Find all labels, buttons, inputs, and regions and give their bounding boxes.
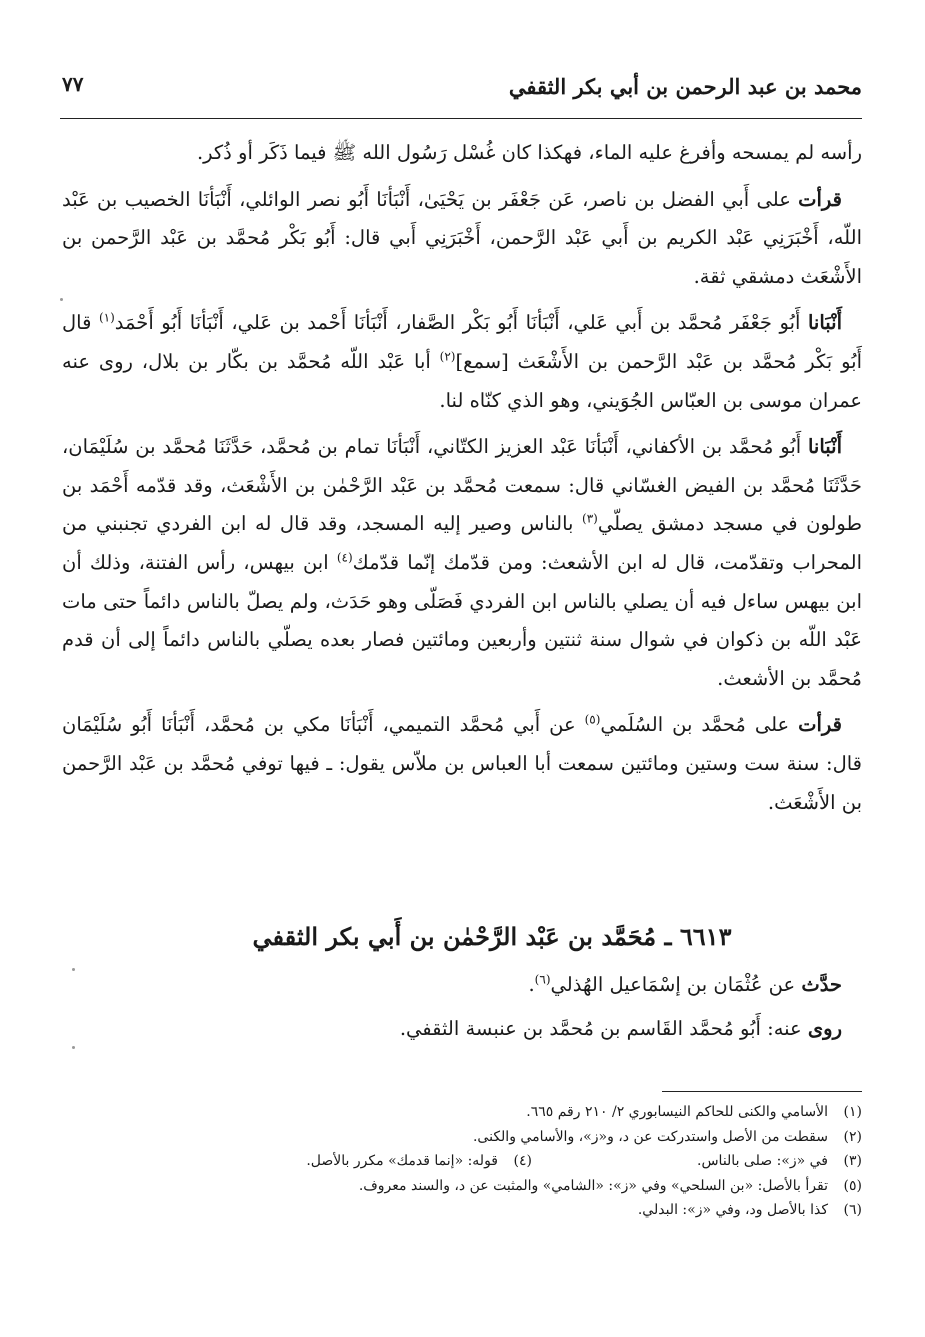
paragraph	[62, 706, 862, 822]
scan-speck	[72, 1046, 75, 1049]
footnote-number: (٣)	[843, 1153, 862, 1169]
entry-body	[162, 966, 862, 1054]
running-title: محمد بن عبد الرحمن بن أبي بكر الثقفي	[508, 74, 862, 99]
paragraph	[62, 181, 862, 297]
paragraph-text: بالناس وصير إليه المسجد، وقد قال له ابن الفردي تجنبني من المحراب وتقدّمت، قال له ابن الأشعث: ومن قدّمك إنّما قدّمك	[62, 512, 862, 574]
footnote	[82, 1198, 862, 1223]
footnote-number: (٢)	[843, 1128, 862, 1145]
paragraph-text: أَبُو مُحمَّد بن الأكفاني، أَنْبَأنَا عَبْد العزيز الكتّاني، أَنْبَأنَا تمام بن مُحمَّد، حَدَّثَنَا مُحمَّد بن سُلَيْمَان، حَدَّثَنَا مُحمَّد بن الفيض الغسّاني قال: سمعت مُحمَّد بن عَبْد الرَّحْمٰن بن الأَشْعَث، وقد قدّمه أَحْمَد بن طولون في مسجد دمشق يصلّي	[62, 435, 862, 536]
entry-line	[162, 966, 842, 1004]
footnote-number: (١)	[843, 1104, 862, 1120]
footnote-marker: (٥)	[584, 712, 601, 727]
paragraph-text: أَبُو جَعْفَر مُحمَّد بن أَبي عَلي، أَنْبَأنَا أَبُو بَكْر الصَّفار، أَنْبَأنَا أَحْمد بن عَلي، أَنْبَأنَا أَبُو أَحْمَد	[114, 311, 808, 335]
paragraph-text: على مُحمَّد بن السُلَمي	[600, 713, 799, 737]
footnote-number: (٥)	[843, 1177, 862, 1194]
paragraph-text: أبا عَبْد اللّه مُحمَّد بن بكّار بن بلال، روى عنه عمران موسى بن العبّاس الجُوَيني، وهو الذي كنّاه لنا.	[62, 349, 862, 412]
scan-speck	[72, 968, 75, 971]
footnote-text: تقرأ بالأصل: «بن السلحي» وفي «ز»: «الشامي» والمثبت عن د، والسند معروف.	[358, 1177, 828, 1194]
scan-speck	[60, 298, 63, 301]
paragraph-text: رأسه لم يمسحه وأفرغ عليه الماء، فهكذا كان غُسْل رَسُول الله ﷺ فيما ذَكَر أو ذُكر.	[196, 141, 862, 164]
footnote-text: الأسامي والكنى للحاكم النيسابوري ٢/ ٢١٠ رقم ٦٦٥.	[526, 1104, 828, 1120]
page-number: ٧٧	[62, 72, 84, 96]
footnote-number: (٦)	[843, 1202, 862, 1218]
footnote-number: (٤)	[513, 1153, 532, 1169]
footnote	[306, 1149, 532, 1174]
entry-line	[162, 1010, 842, 1048]
entry-line-text: عنه: أَبُو مُحمَّد القَاسم بن مُحمَّد بن عنبسة الثقفي.	[399, 1017, 808, 1040]
footnote-marker: (٤)	[336, 550, 353, 565]
footnote	[82, 1174, 862, 1199]
main-text	[62, 134, 862, 830]
footnote-marker: (٢)	[439, 349, 456, 364]
paragraph-lead: أَنْبَانا	[807, 435, 842, 459]
paragraph-text: على أَبي الفضل بن ناصر، عَن جَعْفَر بن يَحْيَىٰ، أَنْبَأنَا أَبُو نصر الوائلي، أَنْبَأنَا الخصيب بن عَبْد اللّه، أَخْبَرَنِي عَبْد الكريم بن أَبي عَبْد الرَّحمن، أَخْبَرَنِي أَبي قال: أَبُو بَكْر مُحمَّد بن عَبْد الرَّحمن بن الأَشْعَث دمشقي ثقة.	[62, 187, 862, 288]
footnote-marker: (٦)	[534, 972, 551, 987]
footnotes	[82, 1100, 862, 1223]
paragraph-lead: قرأت	[798, 187, 842, 211]
entry-line-lead: حدَّث	[801, 973, 842, 996]
footnote-text: سقطت من الأصل واستدركت عن د، و«ز»، والأسامي والكنى.	[472, 1128, 828, 1145]
footnote	[82, 1100, 862, 1125]
header-rule	[60, 118, 862, 119]
footnote-marker: (٣)	[582, 511, 598, 526]
entry-line-end: .	[528, 973, 535, 996]
footnote-row	[82, 1149, 862, 1174]
footnote-marker: (١)	[98, 310, 115, 325]
paragraph-lead: قرأت	[798, 713, 842, 737]
paragraph-text: قال أَبُو بَكْر مُحمَّد بن عَبْد الرَّحمن بن الأَشْعَث [سمع]	[62, 311, 863, 373]
footnote	[532, 1149, 862, 1174]
entry-line-text: عن عُثْمَان بن إسْمَاعيل الهُذلي	[550, 973, 802, 996]
entry-line-lead: روى	[807, 1017, 842, 1040]
page-header	[62, 64, 862, 110]
footnote-text: في «ز»: صلى بالناس.	[697, 1153, 828, 1169]
paragraph	[62, 304, 862, 420]
footnote	[82, 1125, 862, 1150]
paragraph	[62, 134, 862, 173]
footnote-rule	[662, 1091, 862, 1092]
paragraph-text: ابن بيهس، رأس الفتنة، وذلك أن ابن بيهس ساءل فيه أن يصلي بالناس ابن الفردي فَصَلّى وهو حَدَث، ولم يصلّ بالناس دائماً حتى مات عَبْد اللّه بن ذكوان في شوال سنة ثنتين وأربعين ومائتين فصار بعده يصلّي بالناس دائماً إلى أن قدم مُحمَّد بن الأشعث.	[62, 550, 862, 690]
footnote-text: كذا بالأصل ود، وفي «ز»: البدلي.	[637, 1202, 828, 1218]
paragraph-text: عن أَبي مُحمَّد التميمي، أَنْبَأنَا مكي بن مُحمَّد، أَنْبَأنَا أَبُو سُلَيْمَان قال: سنة ست وستين ومائتين سمعت أبا العباس بن ملاّس يقول: ـ فيها توفي مُحمَّد بن عَبْد الرَّحمن بن الأَشْعَث.	[62, 713, 862, 814]
paragraph-lead: أَنْبَانا	[807, 311, 842, 335]
entry-heading: ٦٦١٣ ـ مُحَمَّد بن عَبْد الرَّحْمٰن بن أَبي بكر الثقفي	[252, 922, 732, 951]
paragraph	[62, 428, 862, 698]
footnote-text: قوله: «إنما قدمك» مكرر بالأصل.	[306, 1153, 498, 1169]
